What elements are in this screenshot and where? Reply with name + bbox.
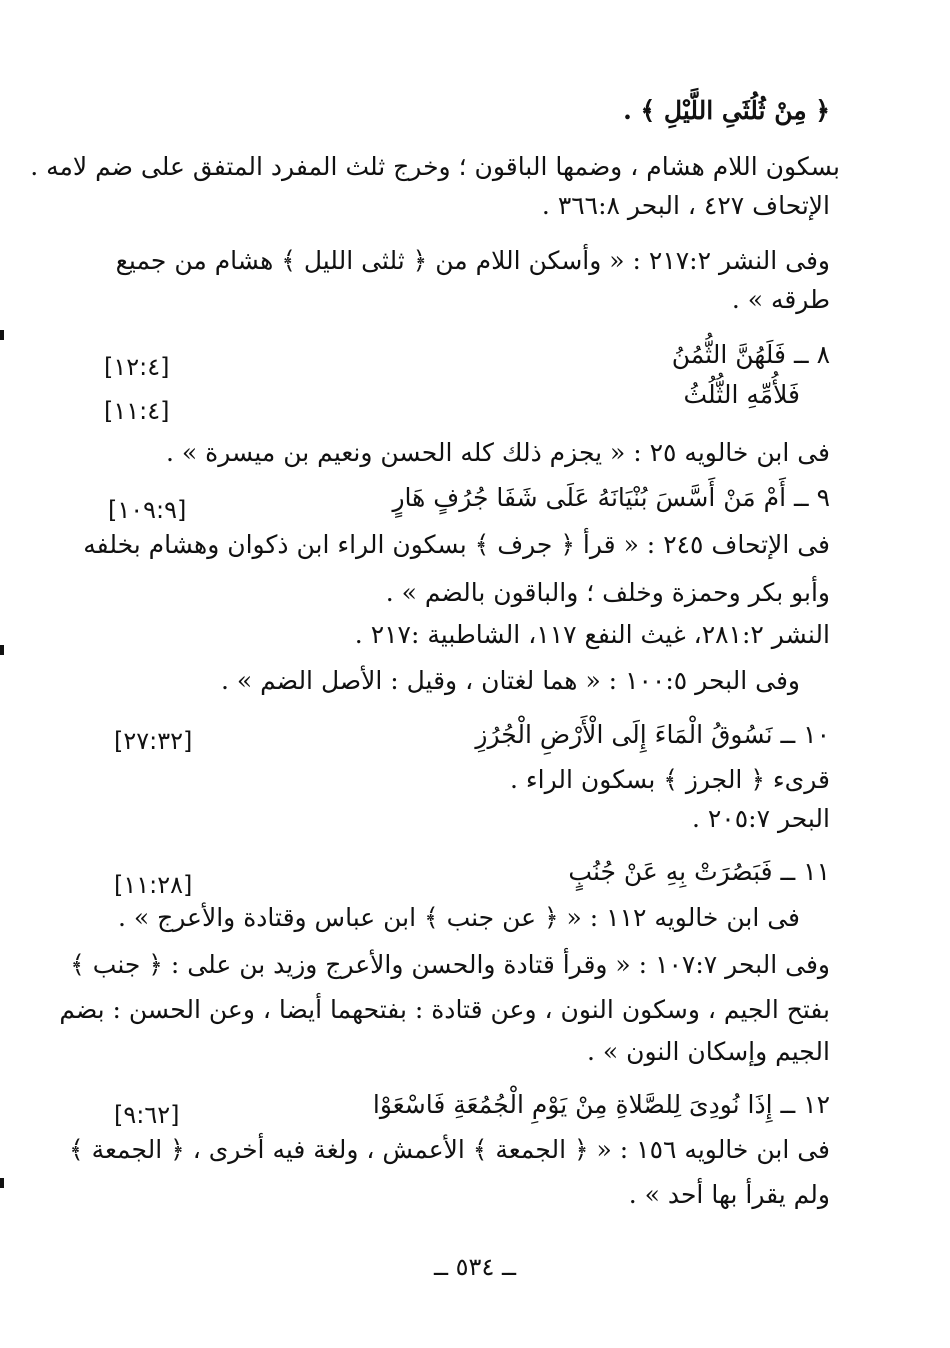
text-line-18: فى ابن خالويه ١١٢ : « ﴿ عن جنب ﴾ ابن عباس وقتادة والأعرج » . xyxy=(117,903,800,932)
verse-ref: [١١:٢٨] xyxy=(114,871,193,899)
verse-ref: [١٠٩:٩] xyxy=(108,496,187,524)
text-line-8: فى ابن خالويه ٢٥ : « يجزم ذلك كله الحسن ونعيم بن ميسرة » . xyxy=(166,438,830,467)
text-line-2: بسكون اللام هشام ، وضمها الباقون ؛ وخرج ثلث المفرد المتفق على ضم لامه . xyxy=(30,152,840,181)
scan-edge-mark xyxy=(0,330,4,340)
verse-8-b: فَلأُمِّهِ الثُّلُثُ xyxy=(683,380,800,409)
text-line-16: البحر ٢٠٥:٧ . xyxy=(691,804,830,833)
verse-8-a: ٨ ــ فَلَهُنَّ الثُّمُنُ xyxy=(671,340,830,369)
text-line-12: النشر ٢٨١:٢، غيث النفع ١١٧، الشاطبية :٢١٧ . xyxy=(354,620,830,649)
scan-edge-mark xyxy=(0,645,4,655)
text-line-10: فى الإتحاف ٢٤٥ : « قرأ ﴿ جرف ﴾ بسكون الراء ابن ذكوان وهشام بخلفه xyxy=(83,530,830,559)
text-line-19: وفى البحر ١٠٧:٧ : « وقرأ قتادة والحسن والأعرج وزيد بن على : ﴿ جنب ﴾ xyxy=(70,950,830,979)
verse-9: ٩ ــ أَمْ مَنْ أَسَّسَ بُنْيَانَهُ عَلَى شَفَا جُرُفٍ هَارٍ xyxy=(392,483,830,512)
verse-ref: [١١:٤] xyxy=(104,397,170,425)
text-line-15: قرىء ﴿ الجرز ﴾ بسكون الراء . xyxy=(510,765,830,794)
text-line-13: وفى البحر ١٠٠:٥ : « هما لغتان ، وقيل : الأصل الضم » . xyxy=(220,666,800,695)
text-line-11: وأبو بكر وحمزة وخلف ؛ والباقون بالضم » . xyxy=(385,578,830,607)
text-line-4: وفى النشر ٢١٧:٢ : « وأسكن اللام من ﴿ ثلثى الليل ﴾ هشام من جميع xyxy=(115,246,830,275)
verse-ref: [٢٧:٣٢] xyxy=(114,727,193,755)
text-line-21: الجيم وإسكان النون » . xyxy=(586,1037,830,1066)
verse-10: ١٠ ــ نَسُوقُ الْمَاءَ إِلَى الْأَرْضِ الْجُرُزِ xyxy=(475,720,830,749)
text-line-24: ولم يقرأ بها أحد » . xyxy=(628,1180,830,1209)
verse-ref: [١٢:٤] xyxy=(104,353,170,381)
verse-ref: [٩:٦٢] xyxy=(114,1101,180,1129)
scan-edge-mark xyxy=(0,1178,4,1188)
text-line-3: الإتحاف ٤٢٧ ، البحر ٣٦٦:٨ . xyxy=(541,191,830,220)
text-line-20: بفتح الجيم ، وسكون النون ، وعن قتادة : بفتحهما أيضا ، وعن الحسن : بضم xyxy=(59,995,830,1024)
text-line-23: فى ابن خالويه ١٥٦ : « ﴿ الجمعة ﴾ الأعمش ، ولغة فيه أخرى ، ﴿ الجمعة ﴾ xyxy=(68,1135,830,1164)
verse-11: ١١ ــ فَبَصُرَتْ بِهِ عَنْ جُنُبٍ xyxy=(568,857,830,886)
page-number: ــ ٥٣٤ ــ xyxy=(433,1253,517,1281)
text-line-1: ﴿ مِنْ ثُلُثَىِ اللَّيْلِ ﴾ . xyxy=(623,96,830,125)
text-line-5: طرقه » . xyxy=(731,285,830,314)
verse-12: ١٢ ــ إِذَا نُودِىَ لِلصَّلاةِ مِنْ يَوْمِ الْجُمُعَةِ فَاسْعَوْا xyxy=(372,1090,830,1119)
